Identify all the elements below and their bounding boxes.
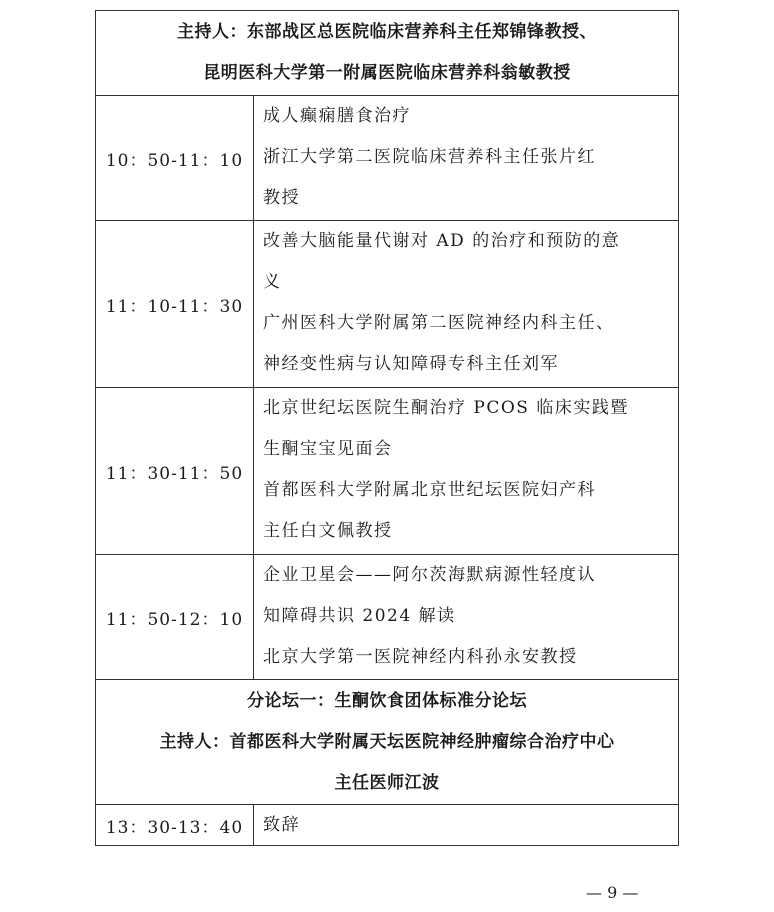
session-line: 广州医科大学附属第二医院神经内科主任、 xyxy=(263,313,615,333)
session-content xyxy=(254,555,679,680)
forum-cell xyxy=(96,680,679,805)
forum-host-line-2: 主任医师江波 xyxy=(334,772,440,793)
session-content xyxy=(254,96,679,221)
host-line-1: 主持人：东部战区总医院临床营养科主任郑锦锋教授、 xyxy=(177,22,597,42)
agenda-table xyxy=(95,10,679,846)
session-time: 10：50-11：10 xyxy=(96,96,254,221)
session-line: 首都医科大学附属北京世纪坛医院妇产科 xyxy=(263,480,596,500)
session-line: 生酮宝宝见面会 xyxy=(263,439,393,459)
session-line: 神经变性病与认知障碍专科主任刘军 xyxy=(263,354,559,374)
session-time: 11：50-12：10 xyxy=(96,555,254,680)
forum-title: 分论坛一：生酮饮食团体标准分论坛 xyxy=(247,690,527,711)
forum-host-line-1: 主持人：首都医科大学附属天坛医院神经肿瘤综合治疗中心 xyxy=(159,731,615,752)
session-row xyxy=(96,96,679,221)
session-line: 改善大脑能量代谢对 AD 的治疗和预防的意 xyxy=(263,231,621,251)
session-line: 义 xyxy=(263,272,282,292)
session-row xyxy=(96,805,679,846)
session-row xyxy=(96,388,679,555)
session-row xyxy=(96,221,679,388)
session-row xyxy=(96,555,679,680)
session-time: 11：30-11：50 xyxy=(96,388,254,555)
session-line: 成人癫痫膳食治疗 xyxy=(263,106,411,126)
session-line: 北京大学第一医院神经内科孙永安教授 xyxy=(263,647,578,667)
host-cell xyxy=(96,11,679,96)
session-time: 11：10-11：30 xyxy=(96,221,254,388)
session-line: 致辞 xyxy=(263,815,300,835)
session-line: 教授 xyxy=(263,188,300,208)
session-line: 浙江大学第二医院临床营养科主任张片红 xyxy=(263,147,596,167)
forum-row xyxy=(96,680,679,805)
session-line: 企业卫星会——阿尔茨海默病源性轻度认 xyxy=(263,565,596,585)
session-content xyxy=(254,805,679,846)
session-content xyxy=(254,221,679,388)
host-line-2: 昆明医科大学第一附属医院临床营养科翁敏教授 xyxy=(203,63,571,83)
session-line: 北京世纪坛医院生酮治疗 PCOS 临床实践暨 xyxy=(263,398,629,418)
page-number: — 9 — xyxy=(586,883,639,902)
session-line: 主任白文佩教授 xyxy=(263,521,393,541)
session-line: 知障碍共识 2024 解读 xyxy=(263,606,456,626)
session-content xyxy=(254,388,679,555)
host-row xyxy=(96,11,679,96)
session-time: 13：30-13：40 xyxy=(96,805,254,846)
agenda-table-wrapper xyxy=(95,10,678,846)
